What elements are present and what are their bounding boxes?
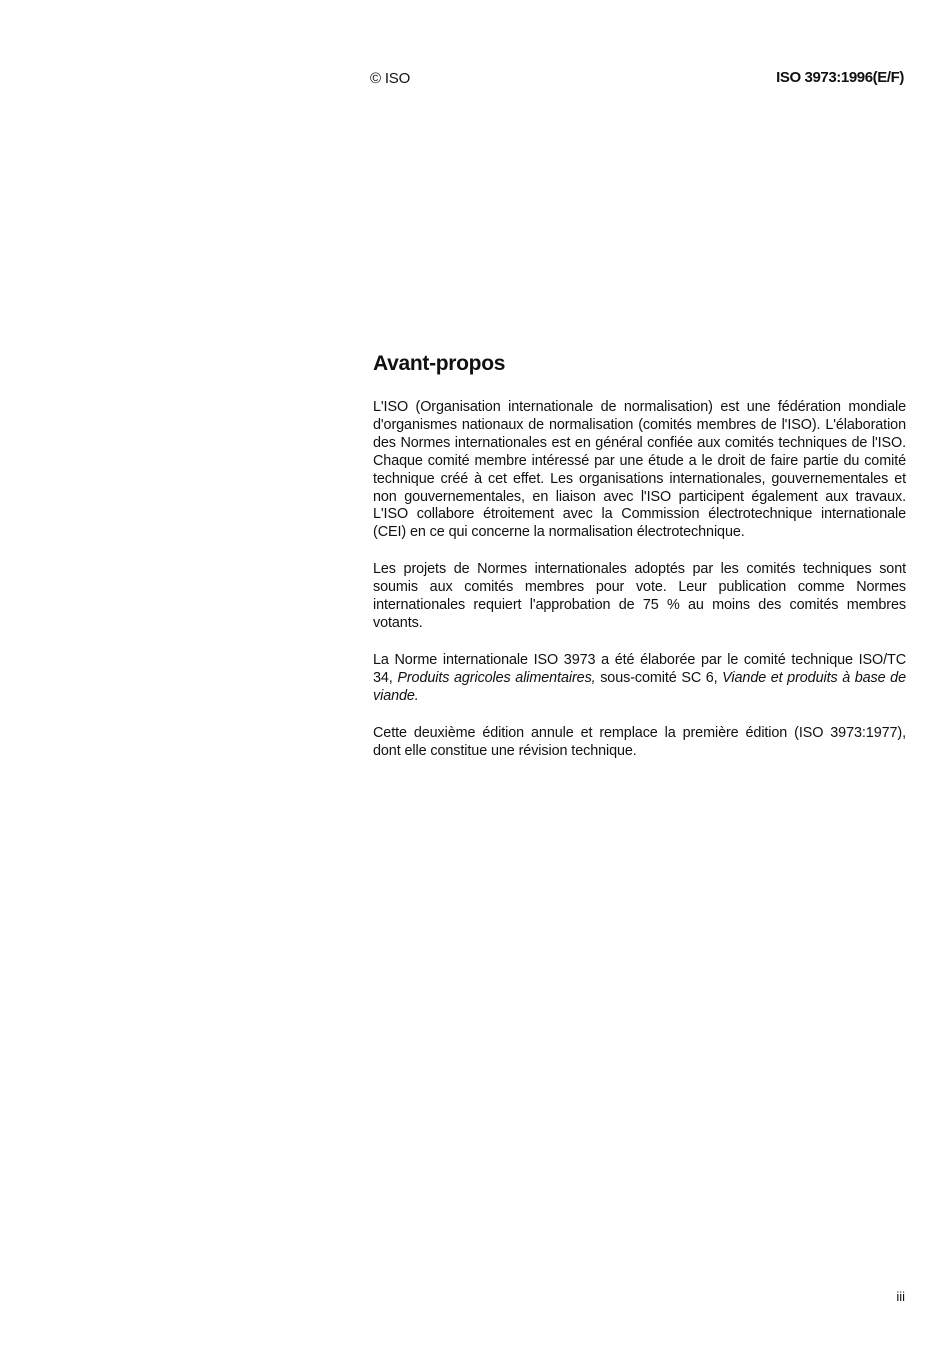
paragraph-3-text-a: La Norme internationale ISO 3973 a été élaborée par le comité technique ISO/TC 34, (373, 651, 906, 686)
foreword-section (373, 350, 906, 779)
paragraph-1: L'ISO (Organisation internationale de normalisation) est une fédération mondiale d'organismes nationaux de normalisation (comités membres de l'ISO). L'élaboration des Normes internationales est en général confiée aux comités techniques de l'ISO. Chaque comité membre intéressé par une étude a le droit de faire partie du comité technique créé à cet effet. Les organisations internationales, gouvernementales et non gouvernementales, en liaison avec l'ISO participent également aux travaux. L'ISO collabore étroitement avec la Commission électrotechnique internationale (CEI) en ce qui concerne la normalisation électrotechnique. (373, 399, 906, 541)
paragraph-4: Cette deuxième édition annule et remplace la première édition (ISO 3973:1977), dont elle constitue une révision technique. (373, 724, 906, 759)
section-title: Avant-propos (373, 352, 506, 375)
paragraph-3-italic-committee: Produits agricoles alimentaires, (397, 669, 596, 686)
paragraph-3 (373, 652, 906, 706)
paragraph-3-italic-subcommittee: Viande et produits à base de viande. (373, 669, 906, 704)
paragraph-3-text-b: sous-comité SC 6, (595, 669, 723, 686)
header-copyright: © ISO (370, 70, 411, 87)
header-standard-number: ISO 3973:1996(E/F) (776, 69, 904, 86)
paragraph-2: Les projets de Normes internationales adoptés par les comités techniques sont soumis aux comités membres pour vote. Leur publication comme Normes internationales requiert l'approbation de 75 % au moins des comités membres votants. (373, 561, 906, 631)
page-number: iii (896, 1289, 905, 1304)
